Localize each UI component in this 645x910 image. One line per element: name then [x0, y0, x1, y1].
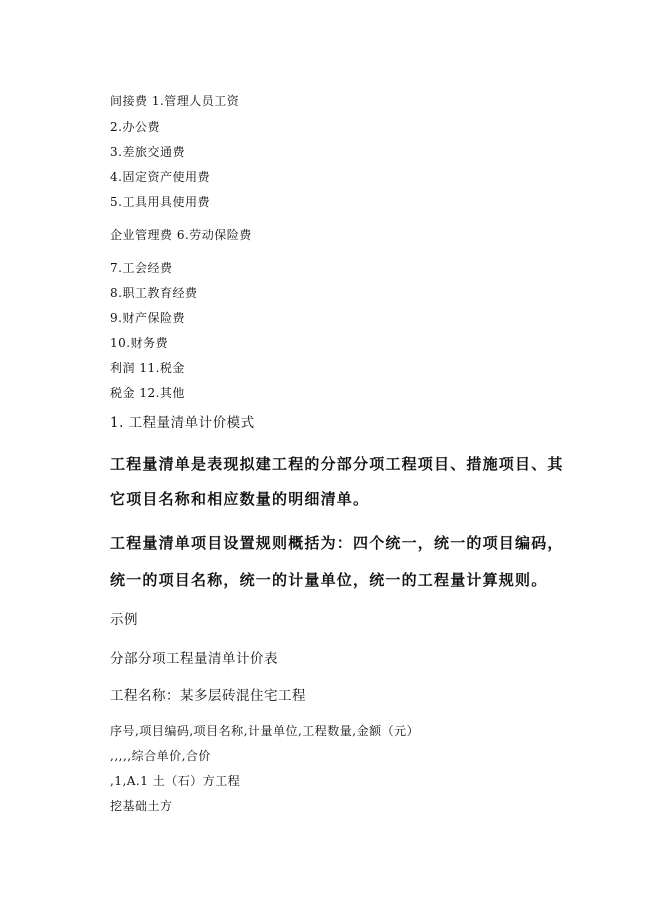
table-title: 分部分项工程量清单计价表 [110, 651, 278, 667]
table-row-2: 挖基础土方 [110, 799, 173, 813]
text-line-tax: 税金 12.其他 [110, 386, 185, 400]
text-line-tools: 5.工具用具使用费 [110, 195, 210, 209]
project-name: 工程名称：某多层砖混住宅工程 [110, 688, 306, 704]
paragraph-1-line-2: 它项目名称和相应数量的明细清单。 [110, 490, 370, 508]
text-line-finance: 10.财务费 [110, 336, 169, 350]
text-line-fixed-assets: 4.固定资产使用费 [110, 170, 210, 184]
text-line-enterprise-mgmt: 企业管理费 6.劳动保险费 [110, 228, 252, 242]
text-line-education: 8.职工教育经费 [110, 286, 198, 300]
text-line-office: 2.办公费 [110, 120, 160, 134]
paragraph-1-line-1: 工程量清单是表现拟建工程的分部分项工程项目、措施项目、其 [110, 455, 564, 473]
example-label: 示例 [110, 612, 138, 628]
table-row-1: ,1,A.1 土（石）方工程 [110, 774, 241, 788]
table-subheader-row: ,,,,,综合单价,合价 [110, 749, 211, 763]
table-header-row: 序号,项目编码,项目名称,计量单位,工程数量,金额（元） [110, 724, 420, 738]
text-line-travel: 3.差旅交通费 [110, 145, 185, 159]
paragraph-2-line-2: 统一的项目名称，统一的计量单位，统一的工程量计算规则。 [110, 571, 548, 589]
text-line-indirect-cost: 间接费 1.管理人员工资 [110, 94, 240, 108]
text-line-profit: 利润 11.税金 [110, 361, 185, 375]
section-heading: 1. 工程量清单计价模式 [110, 415, 255, 431]
paragraph-2-line-1: 工程量清单项目设置规则概括为：四个统一，统一的项目编码， [110, 534, 564, 552]
text-line-union: 7.工会经费 [110, 261, 173, 275]
text-line-insurance: 9.财产保险费 [110, 311, 185, 325]
